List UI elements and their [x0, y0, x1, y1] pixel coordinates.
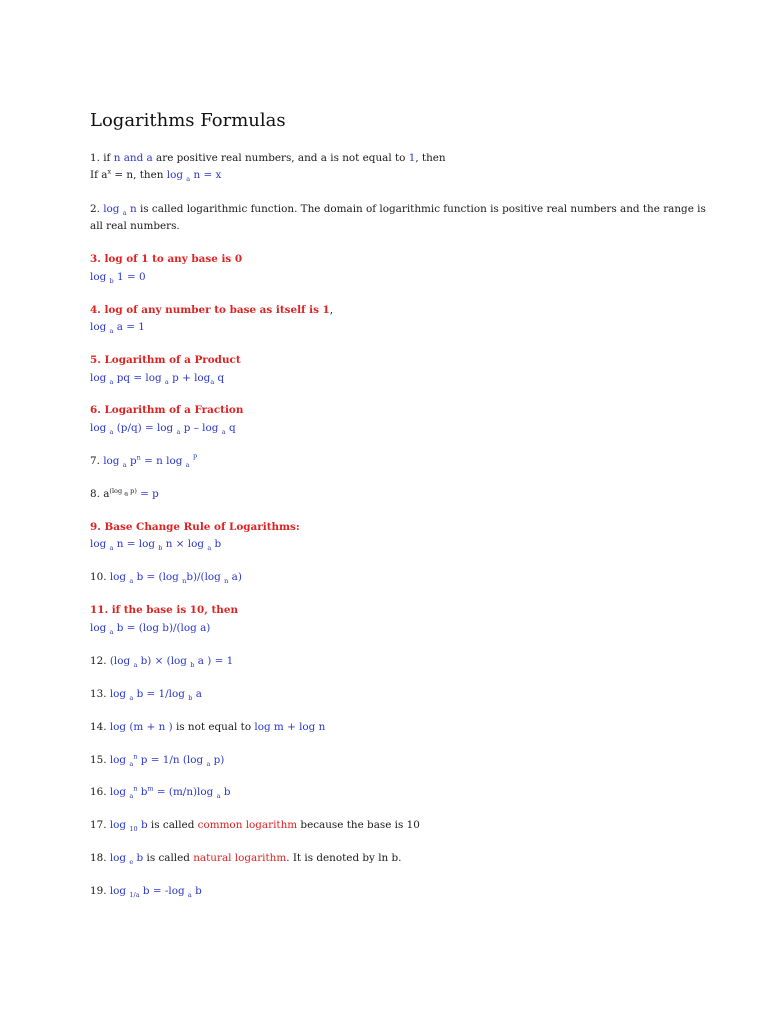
formula-7: 7. log $_a$ $p^n = n$ log $_a$ $^P$ — [90, 453, 198, 470]
formula-9-expression: log $_a$ n = log $_b$ n × log $_a$ b — [90, 538, 222, 553]
formula-19: 19. log $_{1/a}$ b = -log $_a$ b — [90, 885, 202, 900]
formula-6-heading: 6. Logarithm of a Fraction — [90, 404, 244, 416]
formula-6-expression: log $_a$ (p/q) = log $_a$ p – log $_a$ q — [90, 422, 236, 437]
formula-4-expression: log $_a$ a = 1 — [90, 321, 145, 336]
formula-1-line-2: If $a^x = n$, then log $_a$ n = x — [90, 167, 222, 184]
formula-11-heading: 11. if the base is 10, then — [90, 604, 239, 616]
formula-13: 13. log $_a$ b = 1/log $_b$ a — [90, 688, 202, 703]
formula-4-heading: 4. log of any number to base as itself is 1, — [90, 304, 334, 316]
formula-11-expression: log $_a$ b = (log b)/(log a) — [90, 622, 211, 637]
formula-5-expression: log $_a$ pq = log $_a$ $p + \log_a q$ — [90, 372, 225, 387]
formula-2-line-2: all real numbers. — [90, 220, 180, 232]
formula-3-heading: 3. log of 1 to any base is 0 — [90, 253, 243, 265]
formula-8: 8. $a^{(log _a p)} = p$ — [90, 486, 159, 500]
formula-12: 12. (log $_a$ b) × (log $_b$ a ) = 1 — [90, 655, 234, 670]
formula-5-heading: 5. Logarithm of a Product — [90, 354, 241, 366]
formula-18: 18. log $_e$ b is called natural logarithm. It is denoted by ln b. — [90, 852, 402, 867]
formula-10: 10. log $_a$ b = (log $_n$b)/(log $_n$ a) — [90, 571, 242, 586]
formula-3-expression: log $_b$ 1 = 0 — [90, 271, 146, 286]
formula-9-heading: 9. Base Change Rule of Logarithms: — [90, 521, 300, 533]
formula-1-line-1: 1. if n and a are positive real numbers, and a is not equal to 1, then — [90, 152, 446, 164]
formula-14: 14. log (m + n ) is not equal to log m + log n — [90, 721, 326, 733]
formula-2-line-1: 2. log $_a$ n is called logarithmic function. The domain of logarithmic function is positive real numbers and the range is — [90, 203, 706, 218]
formula-16: 16. log $_a^n$ $b^m = (m/n)\log$ $_a$ b — [90, 784, 231, 801]
formula-17: 17. log $_{10}$ b is called common logarithm because the base is 10 — [90, 819, 420, 834]
formula-15: 15. log $_a^n$ p = 1/n (log $_a$ p) — [90, 752, 225, 769]
page-title: Logarithms Formulas — [90, 110, 286, 131]
